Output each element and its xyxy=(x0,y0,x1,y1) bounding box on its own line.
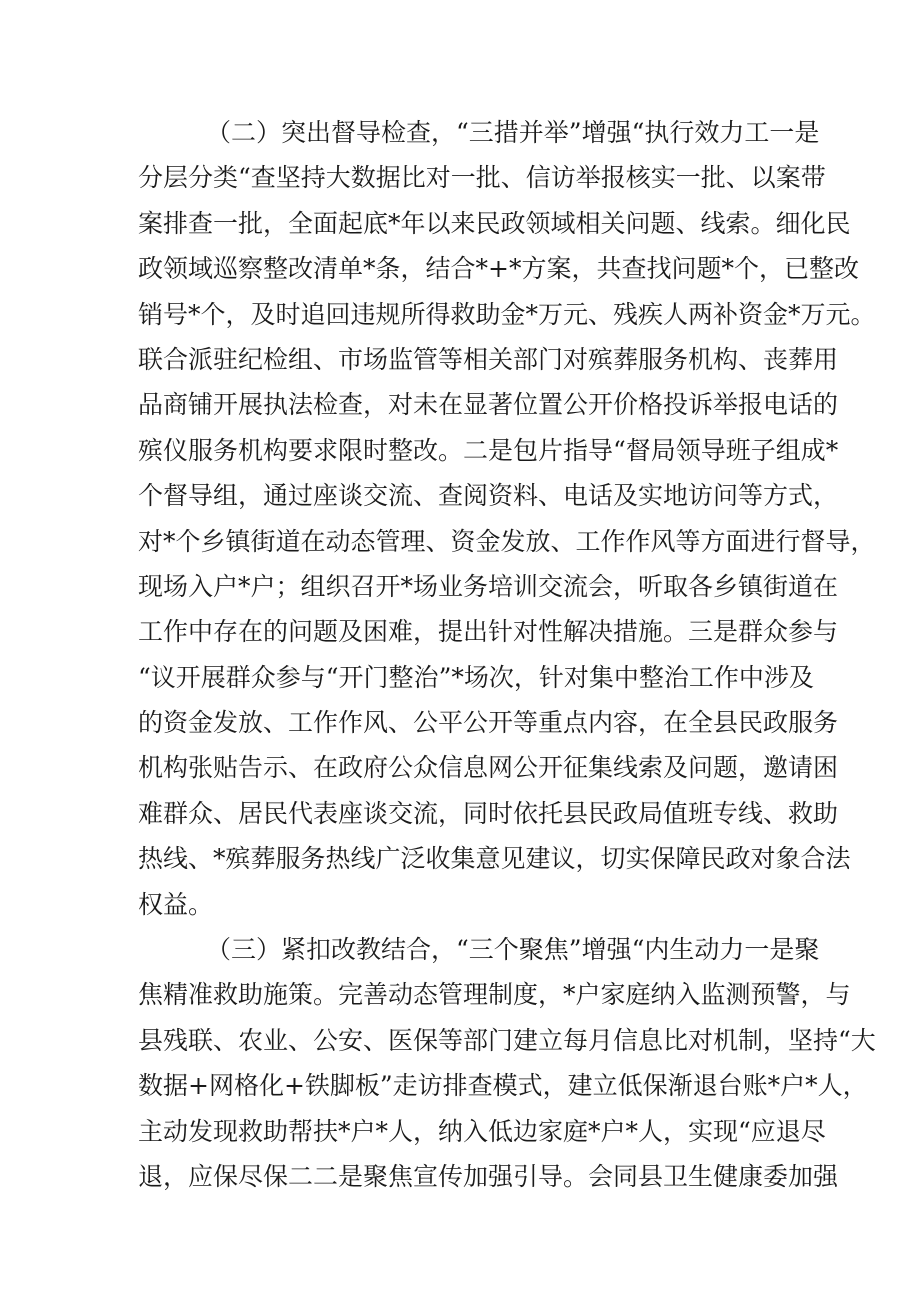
paragraph-3-line: 主动发现救助帮扶*户*人，纳入低边家庭*户*人，实现“应退尽 xyxy=(138,1116,826,1146)
paragraph-2-line: 品商铺开展执法检查，对未在显著位置公开价格投诉举报电话的 xyxy=(138,390,839,420)
paragraph-2-line: 殡仪服务机构要求限时整改。二是包片指导“督局领导班子组成* xyxy=(138,435,839,465)
paragraph-2-line: 政领域巡察整改清单*条，结合*+*方案，共查找问题*个，已整改 xyxy=(138,254,859,284)
paragraph-2-line: 分层分类“查坚持大数据比对一批、信访举报核实一批、以案带 xyxy=(138,163,826,193)
paragraph-2-line: 案排查一批，全面起底*年以来民政领域相关问题、线索。细化民 xyxy=(138,208,851,238)
paragraph-2-line: 对*个乡镇街道在动态管理、资金发放、工作作风等方面进行督导， xyxy=(138,526,876,556)
paragraph-2-line: “议开展群众参与“开门整治”*场次，针对集中整治工作中涉及 xyxy=(138,662,814,692)
paragraph-3-line: 退，应保尽保二二是聚焦宣传加强引导。会同县卫生健康委加强 xyxy=(138,1161,839,1191)
document-body xyxy=(138,110,876,1199)
paragraph-2-line: 销号*个，及时追回违规所得救助金*万元、残疾人两补资金*万元。 xyxy=(138,299,876,329)
paragraph-2-line: 联合派驻纪检组、市场监管等相关部门对殡葬服务机构、丧葬用 xyxy=(138,344,839,374)
paragraph-2-line: （二）突出督导检查，“三措并举”增强“执行效力工一是 xyxy=(206,118,820,147)
paragraph-2-line: 的资金发放、工作作风、公平公开等重点内容，在全县民政服务 xyxy=(138,708,839,738)
paragraph-2-line: 权益。 xyxy=(138,889,214,919)
paragraph-3-line: （三）紧扣改教结合，“三个聚焦”增强“内生动力一是聚 xyxy=(206,935,820,965)
paragraph-2-line: 个督导组，通过座谈交流、查阅资料、电话及实地访问等方式， xyxy=(138,481,839,511)
paragraph-2-line: 热线、*殡葬服务热线广泛收集意见建议，切实保障民政对象合法 xyxy=(138,844,851,874)
paragraph-2-line: 现场入户*户；组织召开*场业务培训交流会，听取各乡镇街道在 xyxy=(138,571,839,601)
paragraph-2-line: 工作中存在的问题及困难，提出针对性解决措施。三是群众参与 xyxy=(138,617,839,647)
paragraph-3-line: 县残联、农业、公安、医保等部门建立每月信息比对机制，坚持“大 xyxy=(138,1025,876,1055)
paragraph-3-line: 数据+网格化+铁脚板”走访排查模式，建立低保渐退台账*户*人， xyxy=(138,1071,868,1101)
paragraph-2-line: 难群众、居民代表座谈交流，同时依托县民政局值班专线、救助 xyxy=(138,798,839,828)
paragraph-3-line: 焦精准救助施策。完善动态管理制度，*户家庭纳入监测预警，与 xyxy=(138,980,851,1010)
paragraph-2-line: 机构张贴告示、在政府公众信息网公开征集线索及问题，邀请困 xyxy=(138,753,839,783)
